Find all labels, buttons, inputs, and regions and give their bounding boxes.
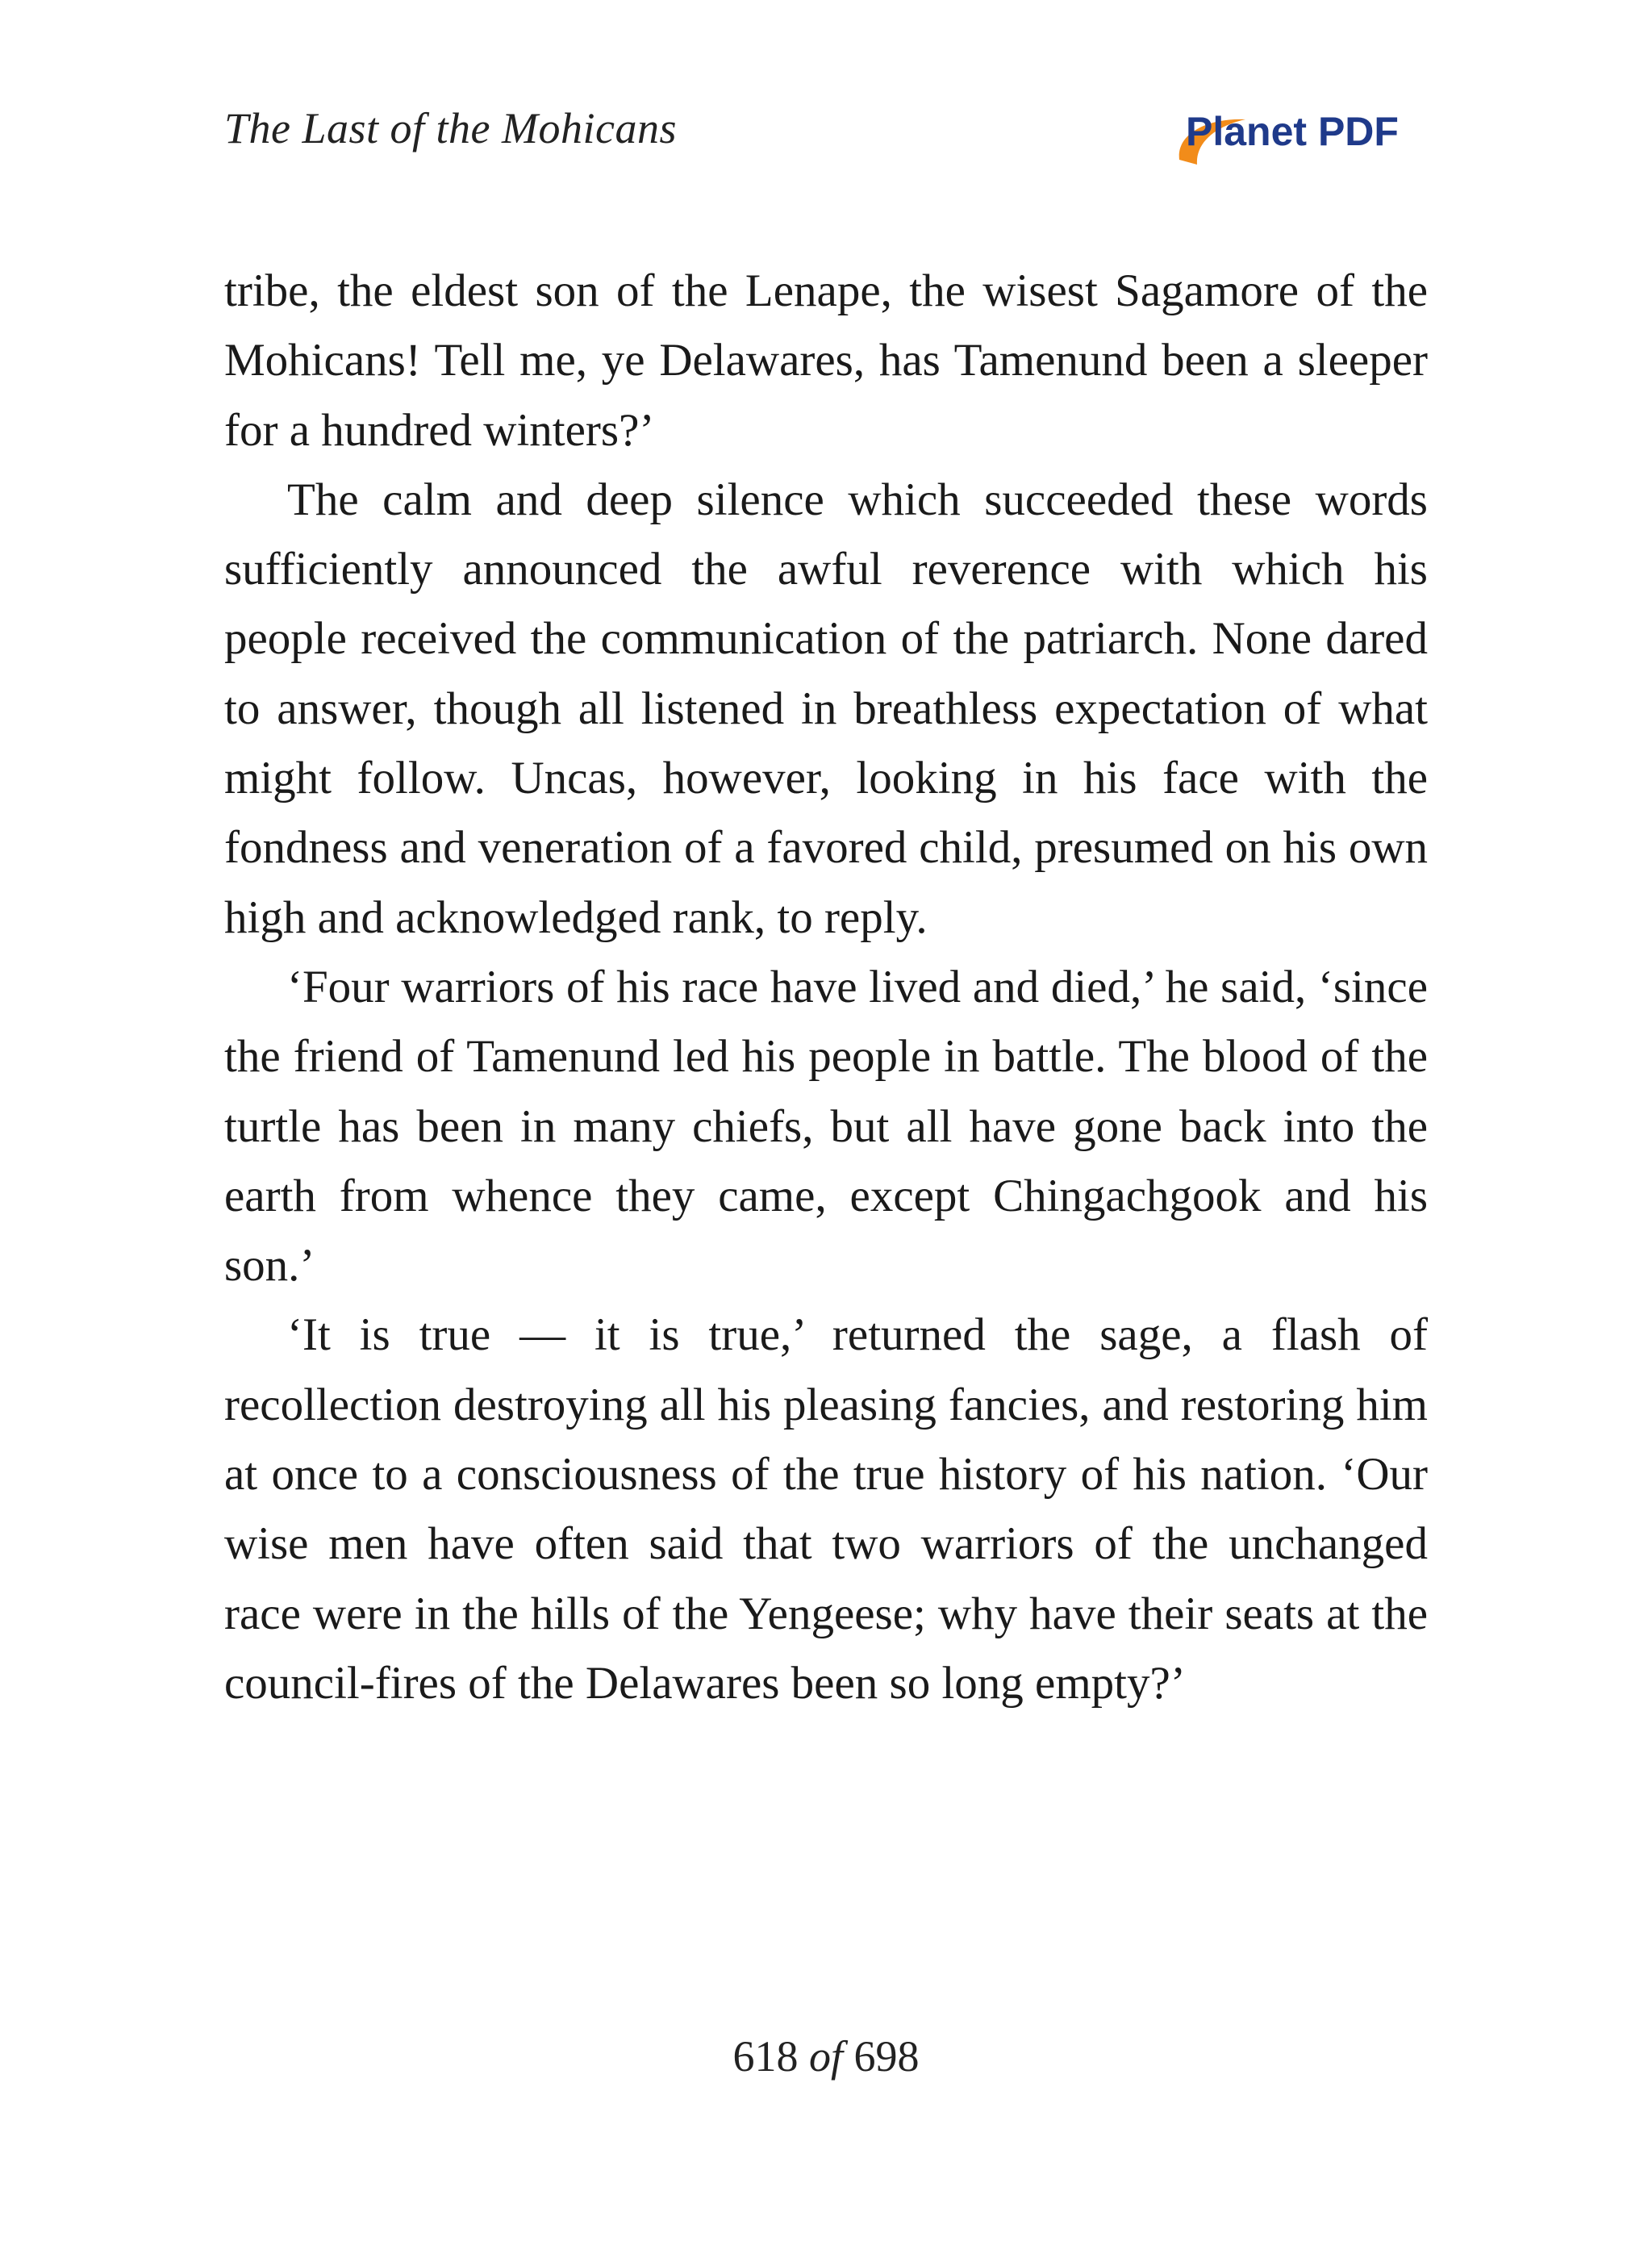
- paragraph: The calm and deep silence which succeeded these words sufficiently announced the awful reverence with which his people received the communication of the patriarch. None dared to answer, though all listened in breathless expectation of what might follow. Uncas, however, looking in his face with the fondness and veneration of a favored child, presumed on his own high and acknowledged rank, to reply.: [224, 474, 1428, 943]
- logo-text: Planet PDF: [1186, 109, 1399, 154]
- running-title: The Last of the Mohicans: [224, 104, 677, 152]
- planet-pdf-logo: [1168, 103, 1426, 176]
- paragraph: ‘It is true — it is true,’ returned the sage, a flash of recollection destroying all his pleasing fancies, and restoring him at once to a consciousness of the true history of his nation. ‘Our wise men have often said that two warriors of the unchanged race were in the hills of the Yengeese; why have their seats at the council-fires of the Delawares been so long empty?’: [224, 1309, 1428, 1709]
- paragraph-continued: tribe, the eldest son of the Lenape, the wisest Sagamore of the Mohicans! Tell me, ye Delawares, has Tamenund been a sleeper for a hundred winters?’: [224, 265, 1428, 456]
- body-text: [224, 257, 1428, 1718]
- page-number: [0, 2031, 1652, 2081]
- total-pages: 698: [853, 2032, 920, 2081]
- paragraph: ‘Four warriors of his race have lived and died,’ he said, ‘since the friend of Tamenund led his people in battle. The blood of the turtle has been in many chiefs, but all have gone back into the earth from whence they came, except Chingachgook and his son.’: [224, 961, 1428, 1292]
- page-of-label: of: [808, 2032, 843, 2081]
- current-page: 618: [732, 2032, 799, 2081]
